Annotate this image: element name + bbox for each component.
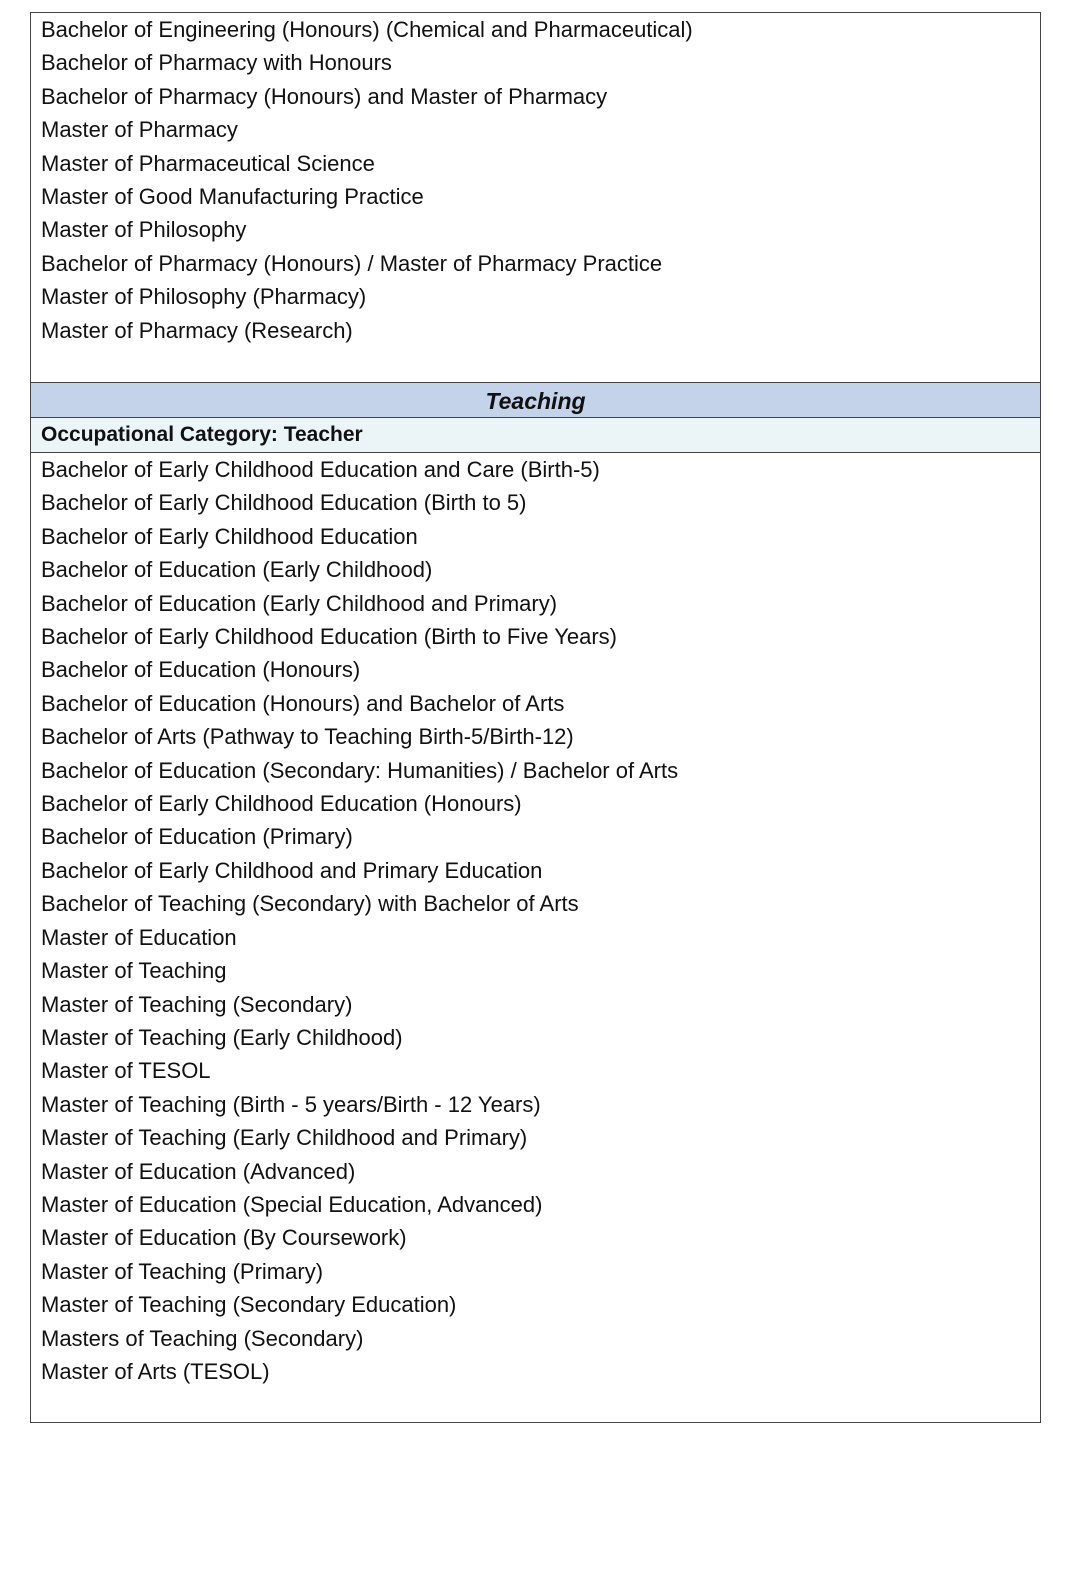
list-item: Master of Teaching (Primary) xyxy=(41,1258,324,1284)
list-item: Master of Arts (TESOL) xyxy=(41,1358,270,1384)
list-item: Master of Teaching (Early Childhood and Primary) xyxy=(41,1125,528,1151)
list-item: Master of Teaching (Early Childhood) xyxy=(41,1024,403,1050)
list-item: Master of Philosophy xyxy=(41,217,247,243)
list-item: Master of Pharmaceutical Science xyxy=(41,150,375,176)
list-item: Bachelor of Early Childhood Education and Care (Birth-5) xyxy=(41,457,600,482)
list-item: Master of Education (Advanced) xyxy=(41,1158,356,1184)
list-item: Masters of Teaching (Secondary) xyxy=(41,1325,364,1351)
list-item: Bachelor of Education (Honours) xyxy=(41,657,361,683)
list-item: Bachelor of Early Childhood Education (Honours) xyxy=(41,791,522,817)
list-item: Bachelor of Education (Primary) xyxy=(41,824,353,850)
list-item: Bachelor of Pharmacy with Honours xyxy=(41,50,392,76)
list-item: Bachelor of Education (Early Childhood and Primary) xyxy=(41,590,558,616)
list-item: Bachelor of Arts (Pathway to Teaching Birth-5/Birth-12) xyxy=(41,724,574,750)
teaching-degree-list xyxy=(31,453,1040,1422)
list-item: Master of TESOL xyxy=(41,1058,211,1084)
list-item: Bachelor of Education (Early Childhood) xyxy=(41,557,433,583)
list-item: Bachelor of Education (Secondary: Humanities) / Bachelor of Arts xyxy=(41,757,679,783)
list-item: Bachelor of Early Childhood Education (Birth to Five Years) xyxy=(41,624,617,650)
list-item: Bachelor of Teaching (Secondary) with Bachelor of Arts xyxy=(41,891,579,917)
list-item: Bachelor of Early Childhood and Primary Education xyxy=(41,857,543,883)
list-item: Bachelor of Pharmacy (Honours) and Master of Pharmacy xyxy=(41,83,608,109)
pharmacy-degree-list xyxy=(31,13,1040,382)
list-item: Bachelor of Education (Honours) and Bachelor of Arts xyxy=(41,690,565,716)
list-item: Master of Teaching (Secondary Education) xyxy=(41,1292,457,1318)
list-item: Master of Teaching (Birth - 5 years/Birth - 12 Years) xyxy=(41,1091,541,1117)
list-item: Bachelor of Engineering (Honours) (Chemical and Pharmaceutical) xyxy=(41,17,693,42)
list-item: Master of Pharmacy (Research) xyxy=(41,317,353,343)
list-item: Master of Teaching xyxy=(41,958,227,984)
list-item: Master of Good Manufacturing Practice xyxy=(41,184,424,210)
list-item: Bachelor of Pharmacy (Honours) / Master of Pharmacy Practice xyxy=(41,250,663,276)
section-heading-teaching: Teaching xyxy=(31,382,1040,418)
occupational-category-label: Occupational Category: Teacher xyxy=(31,418,1040,453)
list-item: Bachelor of Early Childhood Education (Birth to 5) xyxy=(41,490,527,516)
list-item: Master of Education (Special Education, Advanced) xyxy=(41,1191,543,1217)
degree-table xyxy=(30,12,1041,1423)
list-item: Master of Education xyxy=(41,924,237,950)
list-item: Master of Teaching (Secondary) xyxy=(41,991,353,1017)
list-item: Master of Philosophy (Pharmacy) xyxy=(41,284,367,310)
list-item: Master of Education (By Coursework) xyxy=(41,1225,407,1251)
list-item: Bachelor of Early Childhood Education xyxy=(41,523,418,549)
list-item: Master of Pharmacy xyxy=(41,117,238,143)
